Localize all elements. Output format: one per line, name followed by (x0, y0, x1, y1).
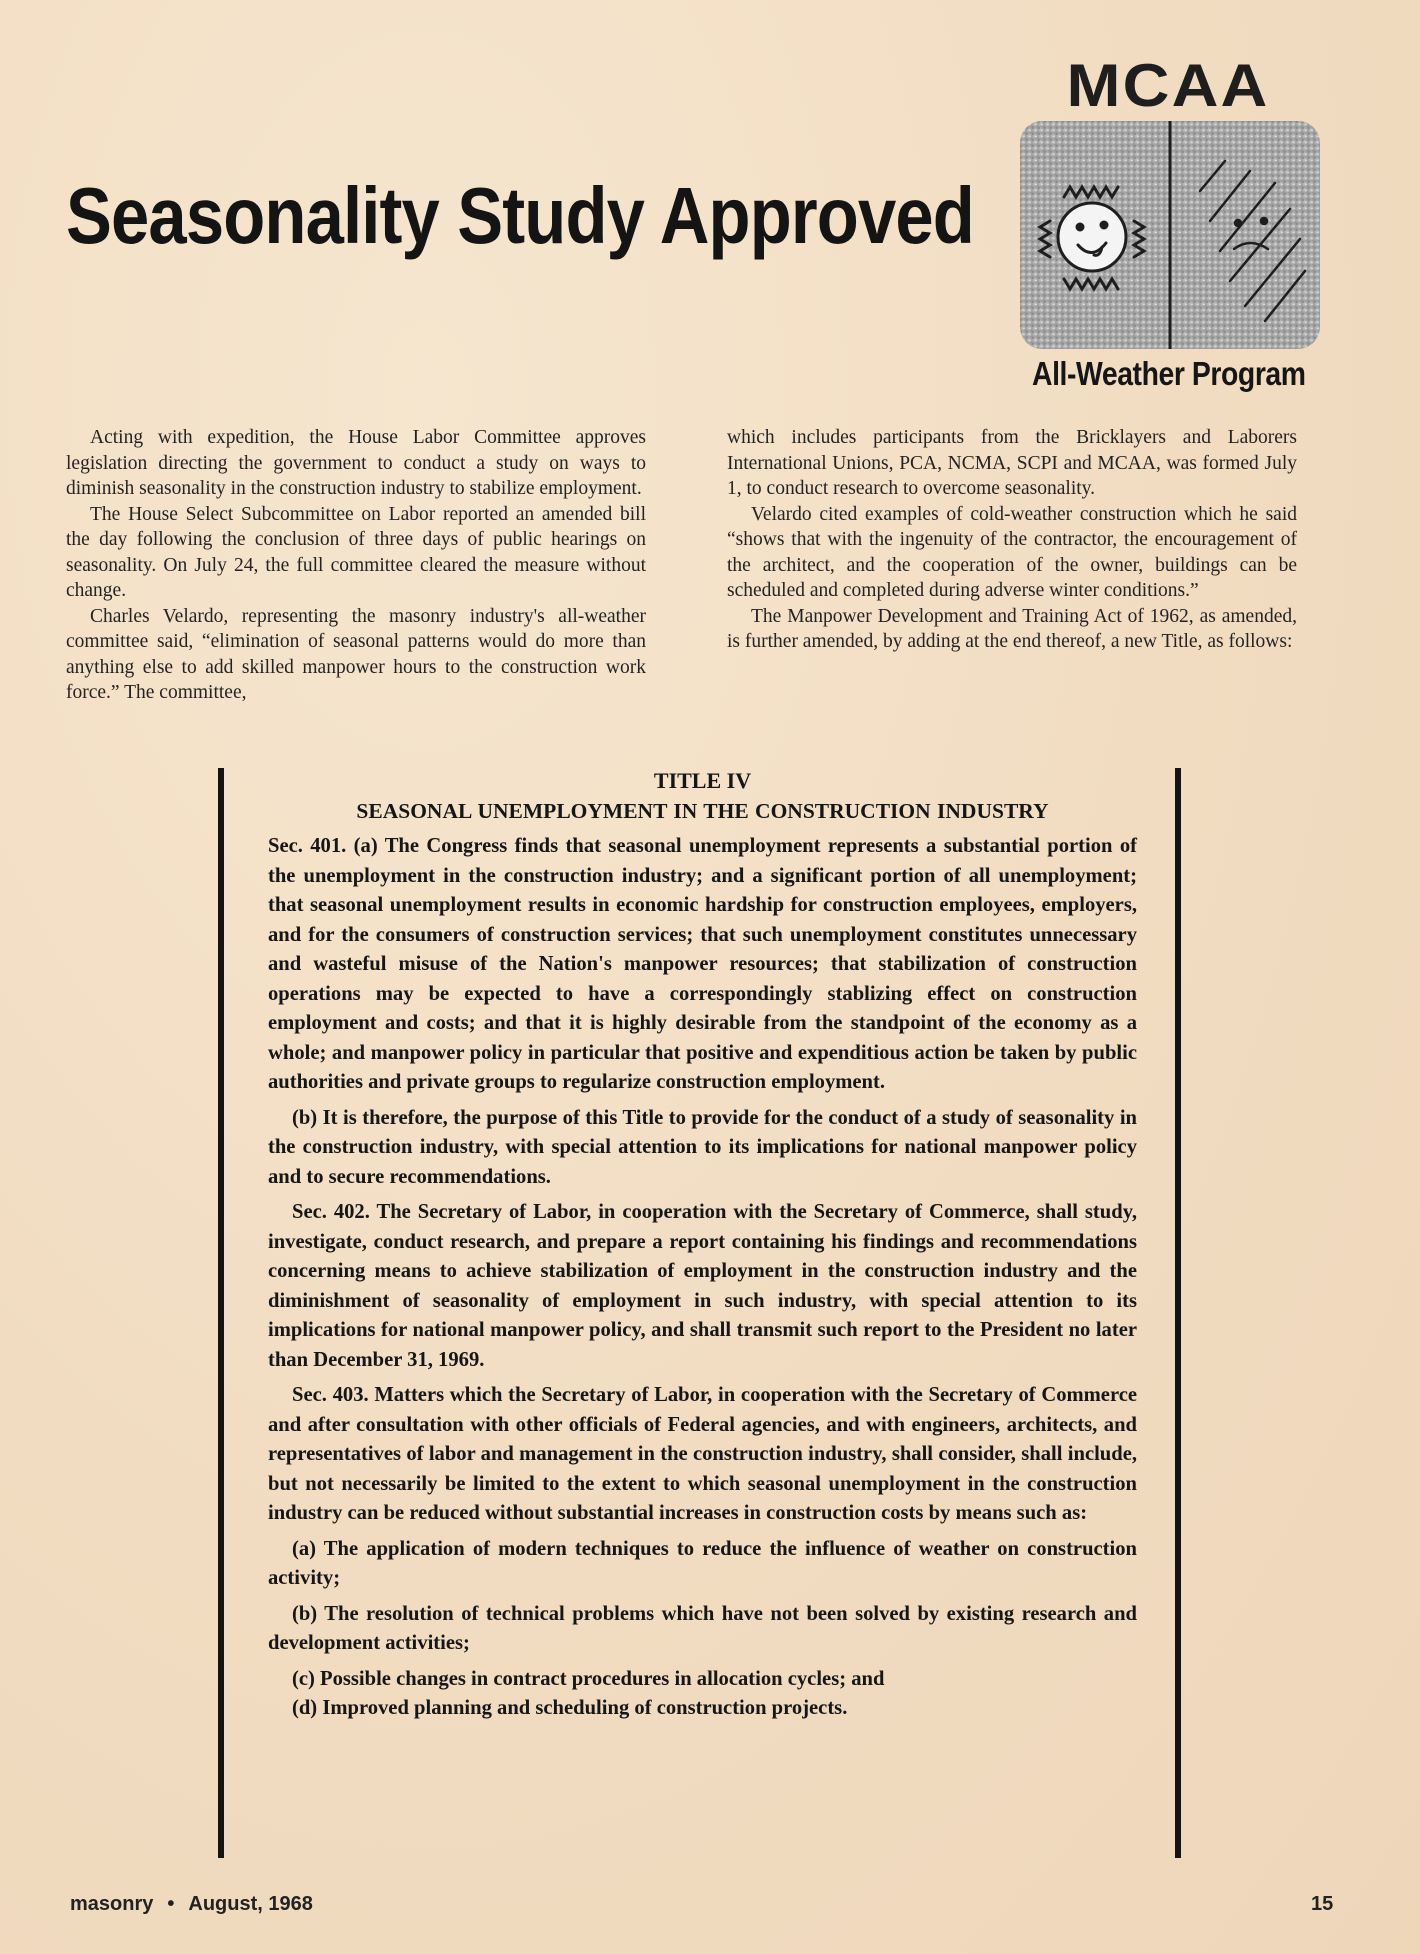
footer-separator: • (167, 1893, 175, 1915)
intro-paragraph: which includes participants from the Bricklayers and Laborers International Unions, PCA, NCMA, SCPI and MCAA, was formed July 1, to conduct research to overcome seasonality. (727, 427, 1297, 499)
title-subheading: SEASONAL UNEMPLOYMENT IN THE CONSTRUCTION INDUSTRY (356, 799, 1049, 823)
title-iv-block (268, 766, 1137, 1724)
section-403-item: (d) Improved planning and scheduling of construction projects. (292, 1697, 848, 1719)
section-401b: (b) It is therefore, the purpose of this Title to provide for the conduct of a study of seasonality in the construction industry, with special attention to its implications for national manpower policy and to secure recommendations. (268, 1106, 1137, 1188)
intro-column-left (66, 425, 646, 706)
section-403-item: (b) The resolution of technical problems which have not been solved by existing research and development activities; (268, 1602, 1137, 1654)
publication-name: masonry (70, 1893, 154, 1915)
intro-paragraph: Velardo cited examples of cold-weather construction which he said “shows that with the ingenuity of the contractor, the encouragement of the architect, and the cooperation of the owner, buildings can be scheduled and completed during adverse winter conditions.” (727, 503, 1297, 601)
section-401a: Sec. 401. (a) The Congress finds that seasonal unemployment represents a substantial portion of the unemployment in the construction industry; and a significant portion of all unemployment; that seasonal unemployment results in economic hardship for construction employees, employers, and for the consumers of construction services; that such unemployment constitutes unnecessary and wasteful misuse of the Nation's manpower resources; that stabilization of construction operations may be expected to have a correspondingly stablizing effect on construction employment and costs; and that it is highly desirable from the standpoint of the economy as a whole; and manpower policy in particular that positive and expenditious action be taken by public authorities and private groups to regularize construction employment. (268, 835, 1137, 1093)
all-weather-logo (1020, 121, 1320, 349)
mcaa-logo-text: MCAA (1066, 52, 1270, 119)
issue-date: August, 1968 (188, 1893, 313, 1915)
right-vertical-rule (1175, 768, 1181, 1858)
intro-paragraph: The Manpower Development and Training Act of 1962, as amended, is further amended, by adding at the end thereof, a new Title, as follows: (727, 605, 1297, 652)
page-footer (70, 1893, 313, 1916)
intro-paragraph: Charles Velardo, representing the masonry industry's all-weather committee said, “elimination of seasonal patterns would do more than anything else to add skilled manpower hours to the construction work force.” The committee, (66, 605, 646, 703)
section-403-item: (a) The application of modern techniques to reduce the influence of weather on construction activity; (268, 1537, 1137, 1589)
section-403: Sec. 403. Matters which the Secretary of Labor, in cooperation with the Secretary of Commerce and after consultation with other officials of Federal agencies, and with engineers, architects, and representatives of labor and management in the construction industry, shall consider, shall include, but not necessarily be limited to the extent to which seasonal unemployment in the construction industry can be reduced without substantial increases in construction costs by means such as: (268, 1384, 1137, 1524)
intro-paragraph: Acting with expedition, the House Labor Committee approves legislation directing the government to conduct a study on ways to diminish seasonality in the construction industry to stabilize employment. (66, 427, 646, 499)
section-403-item: (c) Possible changes in contract procedures in allocation cycles; and (292, 1667, 885, 1690)
page-number: 15 (1311, 1893, 1334, 1915)
program-label: All-Weather Program (1032, 355, 1306, 392)
left-vertical-rule (218, 768, 224, 1858)
title-heading: TITLE IV (653, 768, 752, 793)
intro-column-right (727, 425, 1297, 655)
section-402: Sec. 402. The Secretary of Labor, in cooperation with the Secretary of Commerce, shall study, investigate, conduct research, and prepare a report containing his findings and recommendations concerning means to achieve stabilization of employment in the construction industry and the diminishment of seasonality of employment in such industry, with special attention to its implications for national manpower policy, and shall transmit such report to the President no later than December 31, 1969. (268, 1201, 1137, 1371)
article-headline: Seasonality Study Approved (66, 171, 974, 260)
intro-paragraph: The House Select Subcommittee on Labor reported an amended bill the day following the conclusion of three days of public hearings on seasonality. On July 24, the full committee cleared the measure without change. (66, 503, 646, 601)
